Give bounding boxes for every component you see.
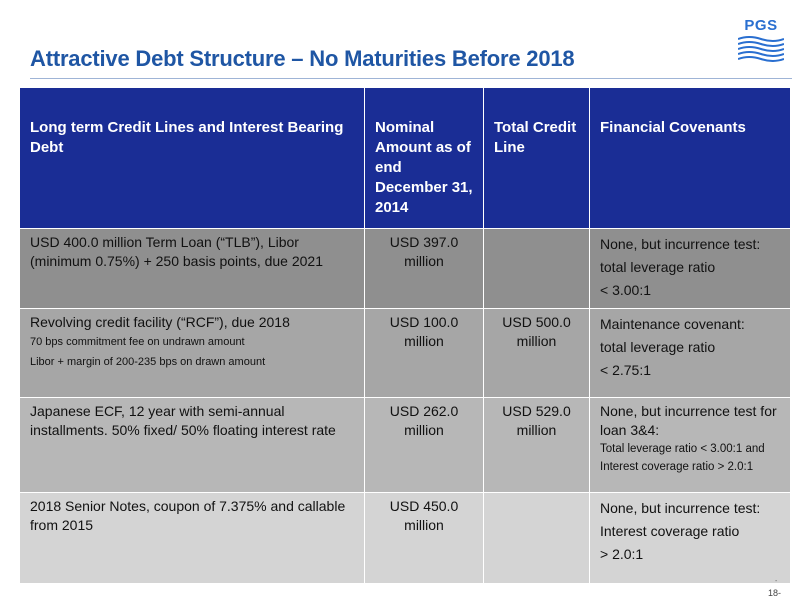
header-total-credit-line: Total Credit Line	[484, 88, 590, 229]
row-covenants	[590, 398, 791, 493]
title-divider	[30, 78, 792, 79]
row-covenants	[590, 309, 791, 398]
covenant-line: > 2.0:1	[600, 546, 644, 562]
page-title: Attractive Debt Structure – No Maturities Before 2018	[30, 46, 575, 71]
table-row	[20, 398, 791, 493]
row-credit-line	[484, 229, 590, 309]
row-nominal: USD 262.0 million	[365, 398, 484, 493]
wave-icon	[738, 36, 784, 62]
header-credit-lines: Long term Credit Lines and Interest Bearing Debt	[20, 88, 365, 229]
row-covenants	[590, 229, 791, 309]
header-financial-covenants: Financial Covenants	[590, 88, 791, 229]
table-header-row	[20, 88, 791, 229]
row-nominal: USD 450.0 million	[365, 493, 484, 584]
covenant-line: < 3.00:1	[600, 282, 651, 298]
row-description-text: Revolving credit facility (“RCF”), due 2018	[30, 314, 290, 330]
row-description: Japanese ECF, 12 year with semi-annual installments. 50% fixed/ 50% floating interest rate	[20, 398, 365, 493]
covenant-line: Maintenance covenant:	[600, 316, 745, 332]
table-row	[20, 309, 791, 398]
covenant-line: None, but incurrence test for loan 3&4:	[600, 403, 777, 438]
row-credit-line	[484, 493, 590, 584]
page-marker: -	[775, 578, 778, 585]
covenant-line: total leverage ratio	[600, 339, 716, 355]
row-nominal: USD 397.0 million	[365, 229, 484, 309]
row-description-note: Libor + margin of 200-235 bps on drawn amount	[30, 356, 266, 368]
row-description: USD 400.0 million Term Loan (“TLB”), Libor (minimum 0.75%) + 250 basis points, due 2021	[20, 229, 365, 309]
pgs-logo	[736, 14, 786, 64]
covenant-detail: Total leverage ratio < 3.00:1 and Interest coverage ratio > 2.0:1	[600, 443, 765, 473]
table-row	[20, 493, 791, 584]
row-credit-line: USD 529.0 million	[484, 398, 590, 493]
page-number: 18-	[768, 588, 782, 598]
covenant-line: None, but incurrence test:	[600, 236, 761, 252]
row-nominal: USD 100.0 million	[365, 309, 484, 398]
table-row	[20, 229, 791, 309]
row-description	[20, 309, 365, 398]
covenant-line: total leverage ratio	[600, 259, 716, 275]
row-credit-line: USD 500.0 million	[484, 309, 590, 398]
logo-text: PGS	[744, 17, 778, 34]
header-nominal-amount: Nominal Amount as of end December 31, 2014	[365, 88, 484, 229]
row-description: 2018 Senior Notes, coupon of 7.375% and callable from 2015	[20, 493, 365, 584]
covenant-line: Interest coverage ratio	[600, 523, 740, 539]
covenant-line: None, but incurrence test:	[600, 500, 761, 516]
covenant-line: < 2.75:1	[600, 362, 651, 378]
row-description-note: 70 bps commitment fee on undrawn amount	[30, 336, 245, 348]
row-covenants	[590, 493, 791, 584]
debt-table	[19, 87, 791, 584]
